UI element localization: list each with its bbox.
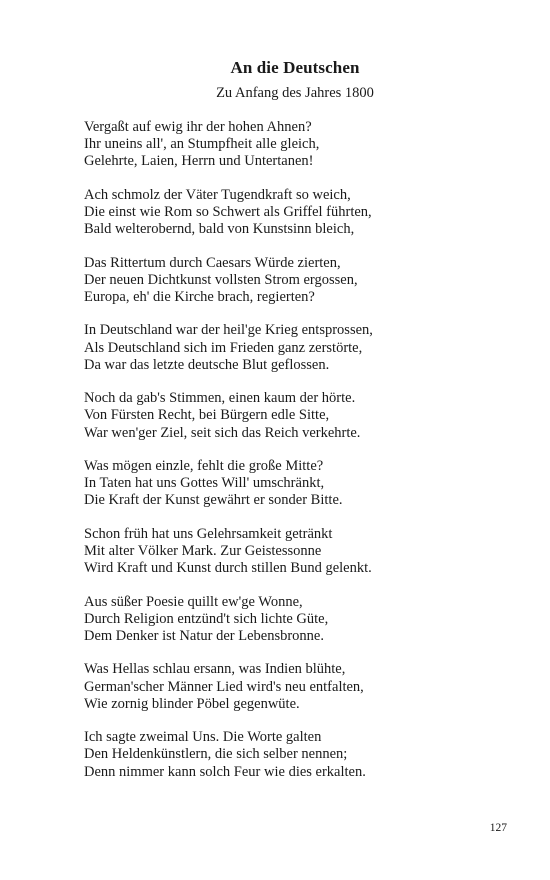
verse-line: Denn nimmer kann solch Feur wie dies erkalten. — [84, 763, 366, 780]
verse-line: Vergaßt auf ewig ihr der hohen Ahnen? — [84, 119, 312, 135]
verse-line: Ach schmolz der Väter Tugendkraft so weich, — [84, 186, 351, 203]
verse-line: Wird Kraft und Kunst durch stillen Bund gelenkt. — [84, 560, 372, 577]
verse-line: Europa, eh' die Kirche brach, regierten? — [84, 289, 315, 305]
verse-line: Der neuen Dichtkunst vollsten Strom ergossen, — [84, 271, 358, 288]
verse-line: Ich sagte zweimal Uns. Die Worte galten — [84, 729, 322, 746]
verse-line: Was Hellas schlau ersann, was Indien blühte, — [84, 661, 346, 678]
verse-line: War wen'ger Ziel, seit sich das Reich verkehrte. — [84, 424, 361, 441]
verse-line: German'scher Männer Lied wird's neu entfalten, — [84, 678, 364, 695]
verse-line: Als Deutschland sich im Frieden ganz zerstörte, — [84, 339, 363, 356]
verse-line: Dem Denker ist Natur der Lebensbronne. — [84, 627, 324, 644]
verse-line: In Deutschland war der heil'ge Krieg entsprossen, — [84, 322, 373, 339]
verse-line: Schon früh hat uns Gelehrsamkeit getränkt — [84, 525, 333, 542]
verse-line: Ihr uneins all', an Stumpfheit alle gleich, — [84, 136, 320, 153]
verse-line: Gelehrte, Laien, Herrn und Untertanen! — [84, 153, 314, 170]
poem-subtitle: Zu Anfang des Jahres 1800 — [216, 85, 374, 101]
verse-line: Das Rittertum durch Caesars Würde zierten, — [84, 254, 341, 271]
poem-body — [84, 119, 524, 797]
verse-line: Die einst wie Rom so Schwert als Griffel führten, — [84, 204, 372, 220]
verse-line: Die Kraft der Kunst gewährt er sonder Bitte. — [84, 492, 343, 509]
stanza — [84, 458, 524, 510]
page-number: 127 — [489, 822, 507, 834]
stanza — [84, 119, 524, 171]
verse-line: Was mögen einzle, fehlt die große Mitte? — [84, 457, 324, 474]
stanza — [84, 526, 524, 578]
verse-line: Mit alter Völker Mark. Zur Geistessonne — [84, 542, 322, 559]
stanza — [84, 322, 524, 374]
verse-line: Da war das letzte deutsche Blut geflossen. — [84, 356, 330, 373]
verse-line: Bald welterobernd, bald von Kunstsinn bleich, — [84, 221, 355, 238]
poem-title: An die Deutschen — [230, 58, 360, 77]
verse-line: Den Heldenkünstlern, die sich selber nennen; — [84, 746, 348, 763]
stanza — [84, 187, 524, 239]
verse-line: In Taten hat uns Gottes Will' umschränkt, — [84, 475, 325, 492]
verse-line: Durch Religion entzünd't sich lichte Güte, — [84, 610, 329, 627]
verse-line: Von Fürsten Recht, bei Bürgern edle Sitte, — [84, 407, 330, 424]
verse-line: Aus süßer Poesie quillt ew'ge Wonne, — [84, 593, 303, 610]
stanza — [84, 661, 524, 713]
stanza — [84, 390, 524, 442]
verse-line: Noch da gab's Stimmen, einen kaum der hörte. — [84, 390, 356, 407]
verse-line: Wie zornig blinder Pöbel gegenwüte. — [84, 695, 300, 712]
stanza — [84, 594, 524, 646]
stanza — [84, 255, 524, 307]
stanza — [84, 729, 524, 781]
